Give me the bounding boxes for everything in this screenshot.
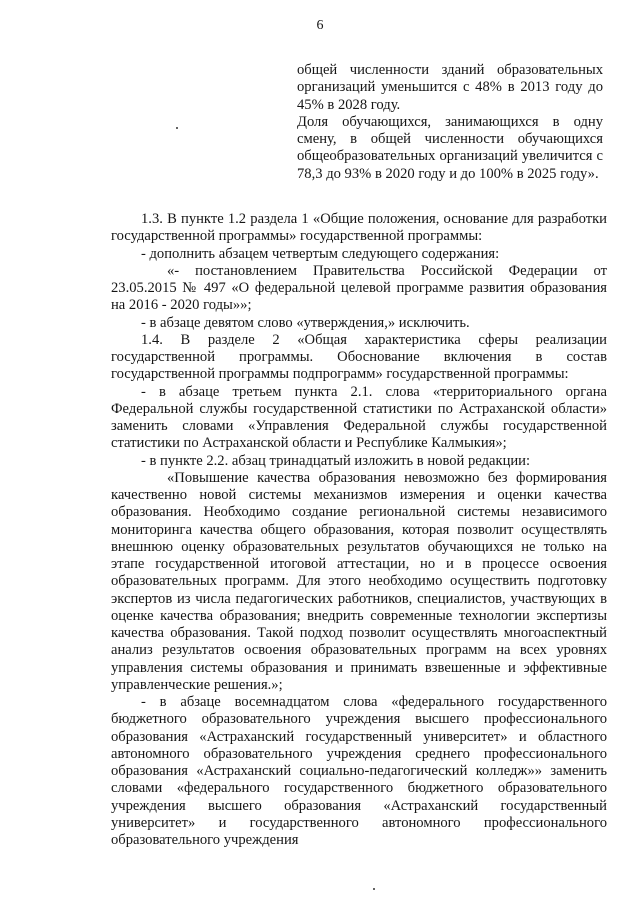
quote-paragraph: Доля обучающихся, занимающихся в одну смену, в общей численности обучающихся общеобразовательных организаций увеличится с 78,3 до 93% в 2020 году и до 100% в 2025 году». [297,113,603,182]
quoted-indicator-block [297,62,603,183]
scan-speck [176,127,178,129]
paragraph-exclude-word: - в абзаце девятом слово «утверждения,» исключить. [141,314,470,331]
quote-paragraph: общей численности зданий образовательных организаций уменьшится с 48% в 2013 году до 45% в 2028 году. [297,62,603,113]
paragraph-add-fourth: - дополнить абзацем четвертым следующего содержания: [141,245,500,262]
paragraph-new-edition: - в пункте 2.2. абзац тринадцатый изложить в новой редакции: [141,452,531,469]
paragraph-statistics-office: - в абзаце третьем пункта 2.1. слова «территориального органа Федеральной службы государственной статистики по Астраханской области» заменить словами «Управления Федеральной службы государственной статистики по Астраханской области и Республике Калмыкия»; [111,383,607,452]
paragraph-eighteenth: - в абзаце восемнадцатом слова «федерального государственного бюджетного образовательного учреждения высшего профессионального образования «Астраханский государственный университет» и областного автономного образовательного учреждения среднего профессионального образования «Астраханский социально-педагогический колледж»» заменить словами «федерального государственного бюджетного образовательного учреждения высшего образования «Астраханский государственный университет» и государственного автономного профессионального образовательного учреждения [111,694,607,848]
paragraph-item-1-4: 1.4. В разделе 2 «Общая характеристика сферы реализации государственной программы. Обоснование включения в состав государственной программы подпрограмм» государственной программы: [111,331,607,383]
body-text [111,211,607,849]
paragraph-item-1-3: 1.3. В пункте 1.2 раздела 1 «Общие положения, основание для разработки государственной программы» государственной программы: [111,211,607,245]
paragraph-decree-citation: «- постановлением Правительства Российской Федерации от 23.05.2015 № 497 «О федеральной целевой программе развития образования на 2016 - 2020 годы»»; [111,262,607,314]
paragraph-quality-of-education: «Повышение качества образования невозможно без формирования качественно новой системы механизмов измерения и оценки качества образования. Необходимо создание региональной системы независимого мониторинга качества общего образования, которая позволит осуществлять внешнюю оценку образовательных результатов обучающихся не только на этапе государственной итоговой аттестации, но и в процессе освоения образовательных программ. Для этого необходимо осуществить подготовку экспертов из числа педагогических работников, специалистов, участвующих в оценке качества образования; внедрить современные технологии экспертизы качества образования. Такой подход позволит осуществлять многоаспектный анализ результатов освоения образовательных программ на всех уровнях управления системы образования и принимать взвешенные и эффективные управленческие решения.»; [111,469,607,693]
scan-speck [373,888,375,890]
page-number: 6 [316,18,324,33]
